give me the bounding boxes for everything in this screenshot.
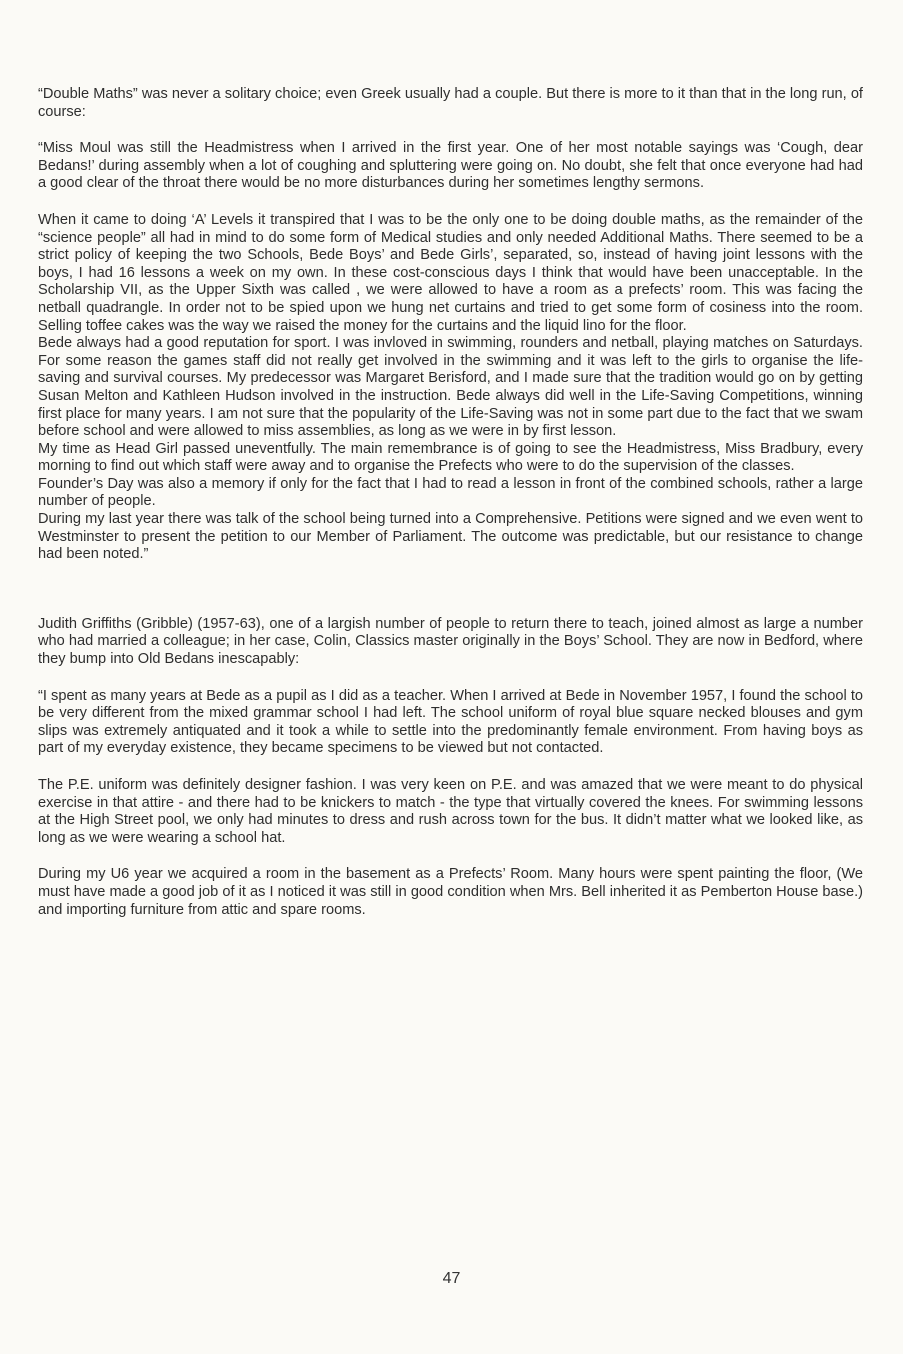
paragraph-sport: Bede always had a good reputation for sport. I was invloved in swimming, rounders and netball, playing matches on Saturdays. For some reason the games staff did not really get involved in the swimming and it was left to the girls to organise the life-saving and survival courses. My predecessor was Margaret Berisford, and I made sure that the tradition would go on by getting Susan Melton and Kathleen Hudson involved in the instruction. Bede always did well in the Life-Saving Competitions, winning first place for many years. I am not sure that the popularity of the Life-Saving was not in some part due to the fact that we swam before school and were allowed to miss assemblies, as long as we were in by first lesson. [38, 335, 863, 440]
paragraph-double-maths: “Double Maths” was never a solitary choice; even Greek usually had a couple. But there is more to it than that in the long run, of course: [38, 86, 863, 120]
paragraph-comprehensive: During my last year there was talk of the school being turned into a Comprehensive. Petitions were signed and we even went to Westminster to present the petition to our Member of Parliament. The outcome was predictable, but our resistance to change had been noted.” [38, 511, 863, 563]
paragraph-pupil-teacher: “I spent as many years at Bede as a pupil as I did as a teacher. When I arrived at Bede in November 1957, I found the school to be very different from the mixed grammar school I had left. The school uniform of royal blue square necked blouses and gym slips was extremely antiquated and it took a while to settle into the predominantly female environment. From having boys as part of my everyday existence, they became specimens to be viewed but not contacted. [38, 687, 863, 757]
paragraph-prefects-room: During my U6 year we acquired a room in the basement as a Prefects’ Room. Many hours were spent painting the floor, (We must have made a good job of it as I noticed it was still in good condition when Mrs. Bell inherited it as Pemberton House base.) and importing furniture from attic and spare rooms. [38, 866, 863, 918]
paragraph-head-girl: My time as Head Girl passed uneventfully. The main remembrance is of going to see the Headmistress, Miss Bradbury, every morning to find out which staff were away and to organise the Prefects who were to do the supervision of the classes. [38, 440, 863, 475]
paragraph-pe-uniform: The P.E. uniform was definitely designer fashion. I was very keen on P.E. and was amazed that we were meant to do physical exercise in that attire - and there had to be knickers to match - the type that virtually covered the knees. For swimming lessons at the High Street pool, we only had minutes to dress and rush across town for the bus. It didn’t matter what we looked like, as long as we were wearing a school hat. [38, 777, 863, 846]
paragraph-a-levels: When it came to doing ‘A’ Levels it transpired that I was to be the only one to be doing double maths, as the remainder of the “science people” all had in mind to do some form of Medical studies and only needed Additional Maths. There seemed to be a strict policy of keeping the two Schools, Bede Boys’ and Bede Girls’, separated, so, instead of having joint lessons with the boys, I had 16 lessons a week on my own. In these cost-conscious days I think that would have been unacceptable. In the Scholarship VII, as the Upper Sixth was called , we were allowed to have a room as a prefects’ room. This was facing the netball quadrangle. In order not to be spied upon we hung net curtains and tried to get some form of cosiness into the room. Selling toffee cakes was the way we raised the money for the curtains and the liquid lino for the floor. [38, 211, 863, 334]
paragraph-judith-griffiths: Judith Griffiths (Gribble) (1957-63), one of a largish number of people to return there to teach, joined almost as large a number who had married a colleague; in her case, Colin, Classics master originally in the Boys’ School. They are now in Bedford, where they bump into Old Bedans inescapably: [38, 615, 863, 668]
page-number: 47 [442, 1270, 461, 1287]
paragraph-founders-day: Founder’s Day was also a memory if only for the fact that I had to read a lesson in front of the combined schools, rather a large number of people. [38, 475, 863, 510]
document-body [38, 86, 863, 919]
paragraph-miss-moul: “Miss Moul was still the Headmistress when I arrived in the first year. One of her most notable sayings was ‘Cough, dear Bedans!’ during assembly when a lot of coughing and spluttering were going on. No doubt, she felt that once everyone had had a good clear of the throat there would be no more disturbances during her sometimes lengthy sermons. [38, 140, 863, 192]
